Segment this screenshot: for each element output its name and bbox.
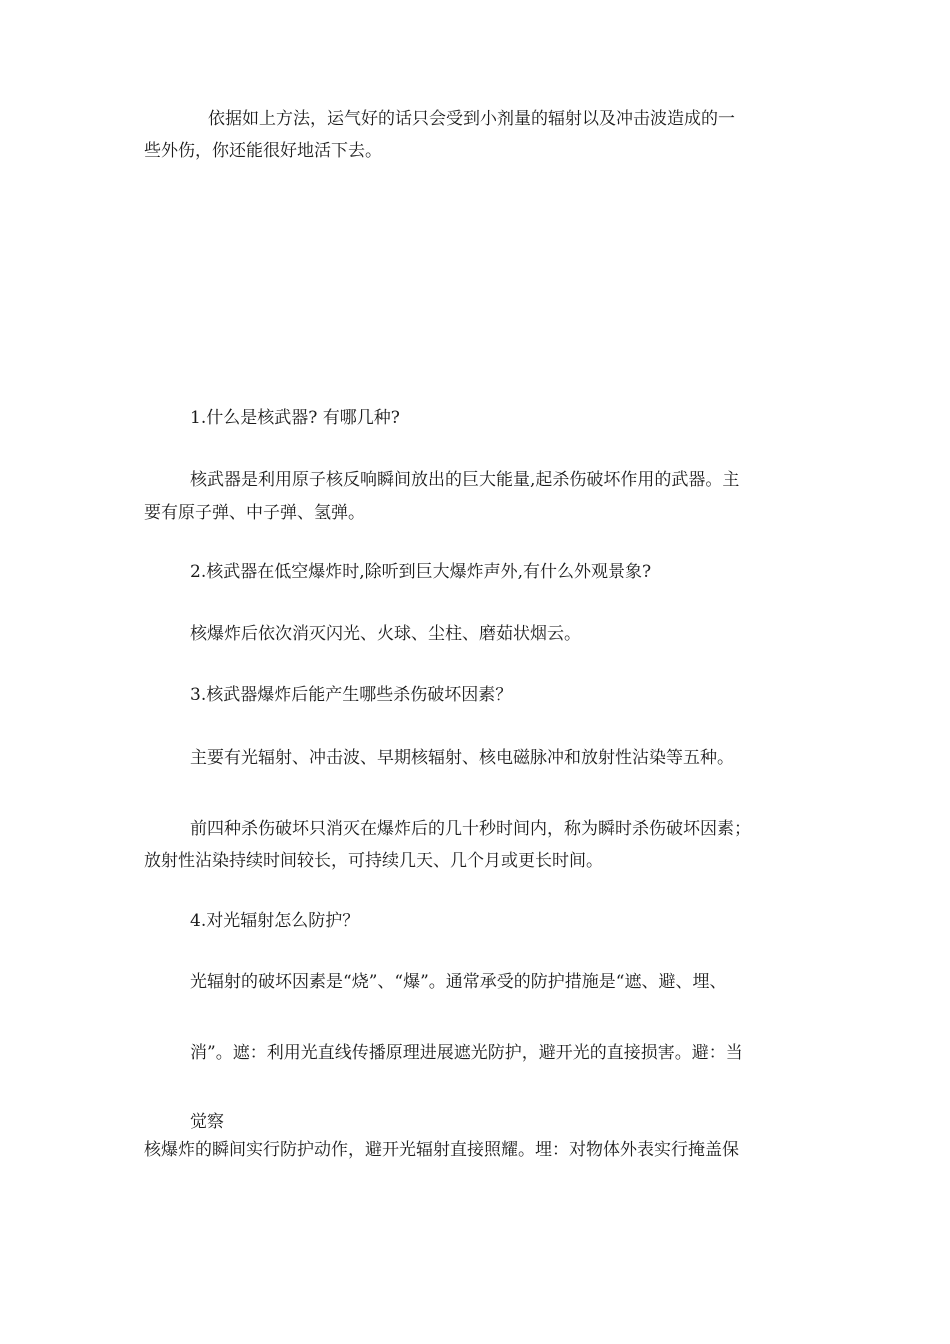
question-4: 4.对光辐射怎么防护？ [190, 911, 360, 931]
intro-line-1: 依据如上方法，运气好的话只会受到小剂量的辐射以及冲击波造成的一 [208, 109, 735, 129]
answer-4-line-3: 觉察 [190, 1112, 224, 1132]
answer-4-line-4: 核爆炸的瞬间实行防护动作，避开光辐射直接照耀。埋：对物体外表实行掩盖保 [144, 1140, 739, 1160]
answer-4-line-1: 光辐射的破坏因素是“烧”、“爆”。通常承受的防护措施是“遮、避、埋、 [190, 972, 727, 992]
answer-4-line-2: 消”。遮：利用光直线传播原理进展遮光防护，避开光的直接损害。避：当 [190, 1043, 743, 1063]
question-2: 2.核武器在低空爆炸时,除听到巨大爆炸声外,有什么外观景象? [190, 562, 652, 582]
question-3: 3.核武器爆炸后能产生哪些杀伤破坏因素？ [190, 685, 513, 705]
answer-3-part-2-line-2: 放射性沾染持续时间较长，可持续几天、几个月或更长时间。 [144, 851, 603, 871]
answer-3-part-1: 主要有光辐射、冲击波、早期核辐射、核电磁脉冲和放射性沾染等五种。 [190, 748, 734, 768]
answer-1-line-1: 核武器是利用原子核反响瞬间放出的巨大能量,起杀伤破坏作用的武器。主 [190, 470, 740, 490]
question-1 [190, 406, 400, 430]
question-1-text: 1.什么是核武器? 有哪几种? [190, 408, 400, 428]
answer-3-part-2-line-1: 前四种杀伤破坏只消灭在爆炸后的几十秒时间内，称为瞬时杀伤破坏因素； [190, 819, 751, 839]
answer-2: 核爆炸后依次消灭闪光、火球、尘柱、磨茹状烟云。 [190, 624, 581, 644]
intro-line-2: 些外伤，你还能很好地活下去。 [144, 141, 382, 161]
answer-1-line-2: 要有原子弹、中子弹、氢弹。 [144, 503, 365, 523]
